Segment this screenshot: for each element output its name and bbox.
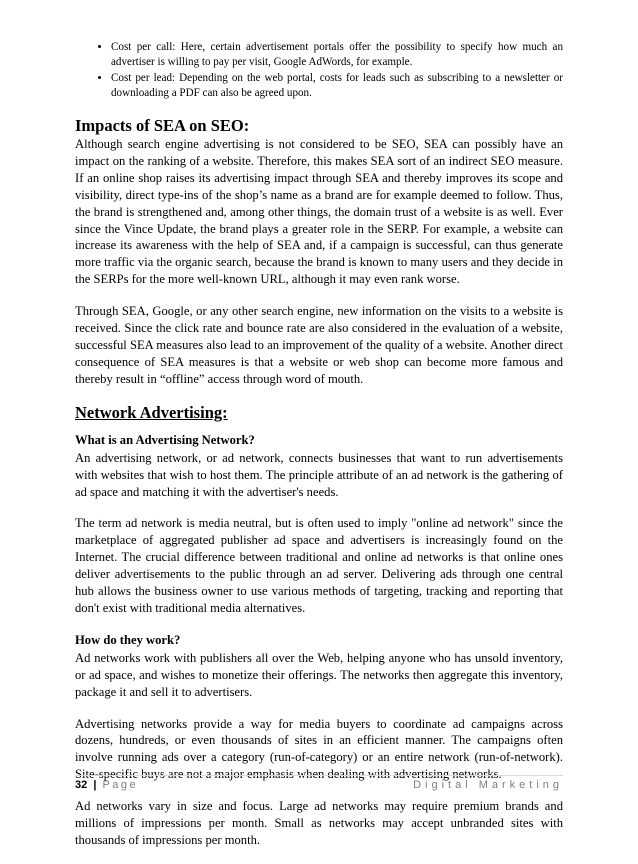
impacts-paragraph-2: Through SEA, Google, or any other search engine, new information on the visits to a website is received. Since the click rate and bounce rate are also considered in the evaluation of a website, successful SEA measures also lead to an improvement of the quality of a website. Another direct consequence of SEA measures is that a website or web shop can become more famous and thereby result in “offline” access through word of mouth. [75, 304, 563, 386]
how-paragraph-2: Advertising networks provide a way for media buyers to coordinate ad campaigns across dozens, hundreds, or even thousands of sites in an efficient manner. The campaigns often involve running ads over a category (run-of-category) or an entire network (run-of-network). Site-specific buys are not a major emphasis when dealing with advertising networks. [75, 716, 563, 782]
page-content [75, 40, 563, 864]
bullet-cost-per-call: • Cost per call: Here, certain advertisement portals offer the possibility to specify how much an advertiser is willing to pay per visit, Google AdWords, for example. [111, 40, 563, 70]
what-is-network-subheading: What is an Advertising Network? [75, 432, 255, 447]
what-paragraph-2: The term ad network is media neutral, but is often used to imply "online ad network" since the marketplace of aggregated publisher ad space and advertisers is increasingly found on the Internet. The crucial difference between traditional and online ad networks is that online ones deliver advertisements to the public through an ad server. Delivering ads through one central hub allows the business owner to use various methods of targeting, tracking and reporting that don't exist with traditional media alternatives. [75, 516, 563, 615]
page-label: Page [102, 779, 139, 791]
impacts-heading: Impacts of SEA on SEO: [75, 116, 250, 135]
footer-document-title: Digital Marketing [413, 779, 563, 791]
cost-bullet-list [75, 40, 563, 101]
impacts-paragraph-1: Although search engine advertising is not considered to be SEO, SEA can possibly have an impact on the ranking of a website. Therefore, this makes SEA sort of an indirect SEO measure. If an online shop raises its advertising impact through SEA and thereby improves its scope and visibility, direct type-ins of the shop’s name as a brand are for example deemed to follow. Thus, the brand is strengthened and, among other things, the domain trust of a website is as well. Ever since the Vince Update, the brand plays a greater role in the SERP. For example, a website can increase its awareness with the help of SEA and, if a campaign is successful, can thus generate more traffic via the organic search, because the brand is known to many users and they decide in the SERPs for the more well-known URL, although it may even rank worse. [75, 137, 563, 287]
how-paragraph-1: Ad networks work with publishers all over the Web, helping anyone who has unsold inventory, or ad space, and wishes to monetize their offerings. The networks then aggregate this inventory, package it and sell it to advertisers. [75, 650, 563, 699]
how-do-they-work-subheading: How do they work? [75, 632, 181, 647]
how-paragraph-3: Ad networks vary in size and focus. Large ad networks may require premium brands and millions of impressions per month. Small as networks may accept unbranded sites with thousands of impressions per month. [75, 799, 563, 847]
footer-separator: | [93, 779, 97, 791]
what-paragraph-1: An advertising network, or ad network, connects businesses that want to run advertisements with websites that wish to host them. The principle attribute of an ad network is the gathering of ad space and matching it with the advertiser's needs. [75, 450, 563, 499]
network-advertising-heading: Network Advertising: [75, 402, 228, 422]
footer-page-indicator [75, 779, 138, 791]
bullet-cost-per-lead: • Cost per lead: Depending on the web portal, costs for leads such as subscribing to a newsletter or downloading a PDF can also be agreed upon. [111, 71, 563, 101]
page-footer [75, 775, 563, 797]
page-number: 32 [75, 779, 88, 791]
